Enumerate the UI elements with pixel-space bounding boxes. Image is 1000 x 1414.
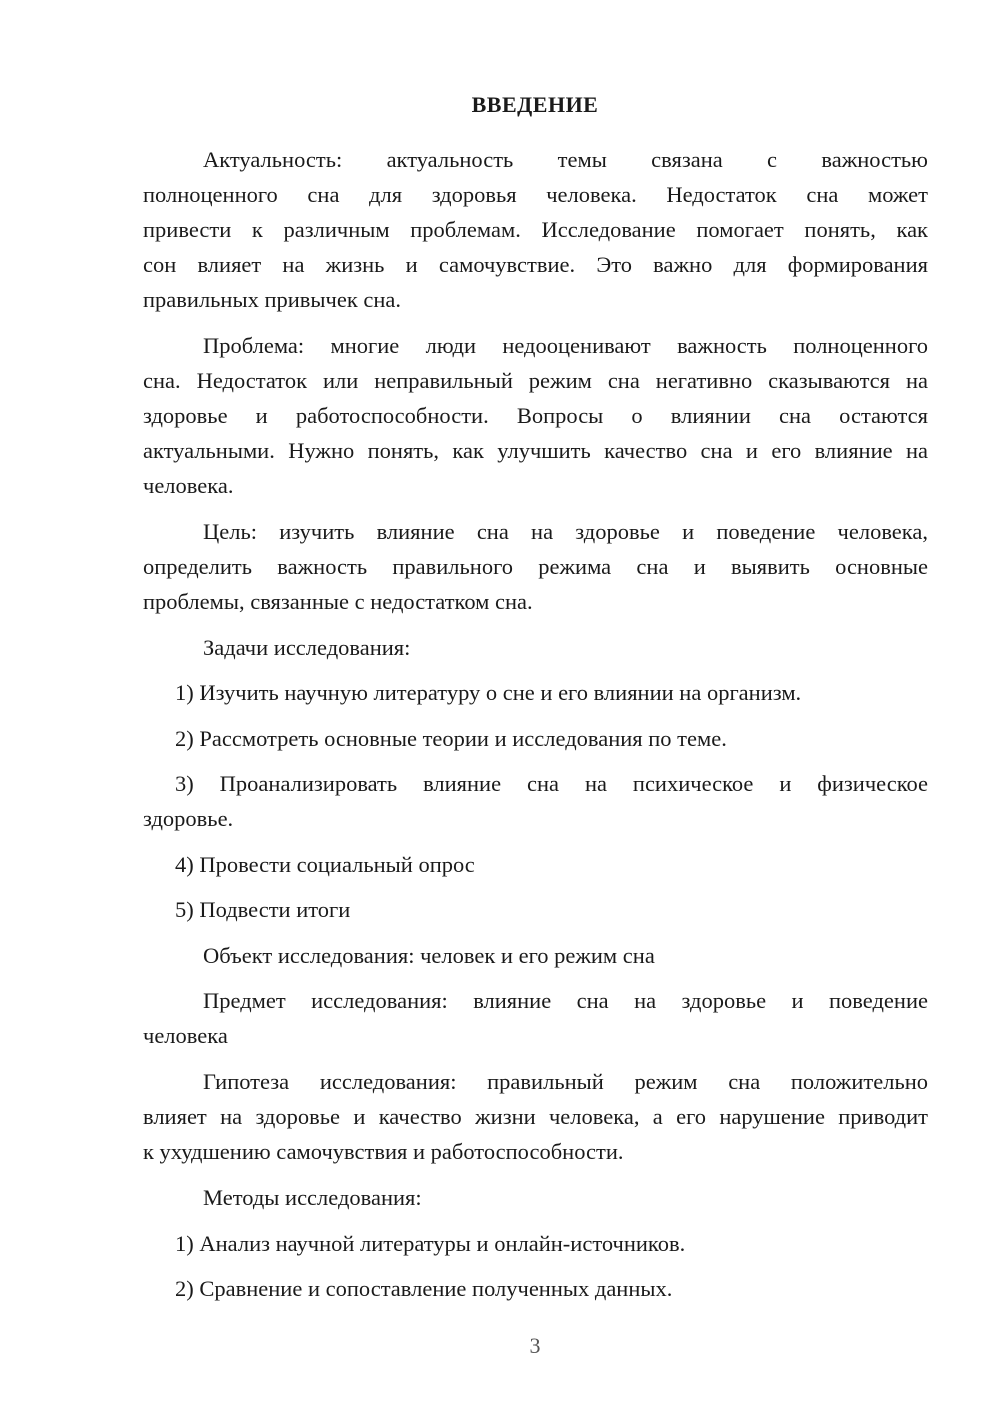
paragraph-goal-line: Цель: изучить влияние сна на здоровье и поведение человека, [203,519,928,544]
paragraph-goal-line: проблемы, связанные с недостатком сна. [143,589,533,614]
methods-heading: Методы исследования: [203,1185,422,1210]
paragraph-relevance-line: привести к различным проблемам. Исследование помогает понять, как [143,217,928,242]
page-title: ВВЕДЕНИЕ [471,92,599,117]
paragraph-goal-line: определить важность правильного режима сна и выявить основные [143,554,928,579]
page-number: 3 [529,1333,541,1358]
tasks-heading: Задачи исследования: [203,635,411,660]
paragraph-hypothesis-line: Гипотеза исследования: правильный режим сна положительно [203,1069,928,1094]
paragraph-hypothesis-line: влияет на здоровье и качество жизни человека, а его нарушение приводит [143,1104,928,1129]
paragraph-relevance-line: полноценного сна для здоровья человека. Недостаток сна может [143,182,928,207]
paragraph-problem-line: здоровье и работоспособности. Вопросы о влиянии сна остаются [143,403,928,428]
paragraph-relevance-line: Актуальность: актуальность темы связана с важностью [203,147,928,172]
task-list-item: 4) Провести социальный опрос [175,852,475,877]
paragraph-relevance-line: сон влияет на жизнь и самочувствие. Это важно для формирования [143,252,928,277]
paragraph-subject-line: Предмет исследования: влияние сна на здоровье и поведение [203,988,928,1013]
paragraph-problem-line: актуальными. Нужно понять, как улучшить качество сна и его влияние на [143,438,928,463]
paragraph-problem-line: человека. [143,473,234,498]
task-list-item-continuation: здоровье. [143,806,234,831]
paragraph-problem-line: Проблема: многие люди недооценивают важность полноценного [203,333,928,358]
task-list-item: 1) Изучить научную литературу о сне и его влиянии на организм. [175,680,802,705]
paragraph-problem-line: сна. Недостаток или неправильный режим сна негативно сказываются на [143,368,928,393]
method-list-item: 2) Сравнение и сопоставление полученных данных. [175,1276,673,1301]
task-list-item: 3) Проанализировать влияние сна на психическое и физическое [175,771,928,796]
task-list-item: 5) Подвести итоги [175,897,351,922]
paragraph-object-line: Объект исследования: человек и его режим сна [203,943,655,968]
task-list-item: 2) Рассмотреть основные теории и исследования по теме. [175,726,727,751]
paragraph-relevance-line: правильных привычек сна. [143,287,402,312]
paragraph-hypothesis-line: к ухудшению самочувствия и работоспособности. [143,1139,624,1164]
method-list-item: 1) Анализ научной литературы и онлайн-источников. [175,1231,686,1256]
paragraph-subject-line: человека [143,1023,228,1048]
